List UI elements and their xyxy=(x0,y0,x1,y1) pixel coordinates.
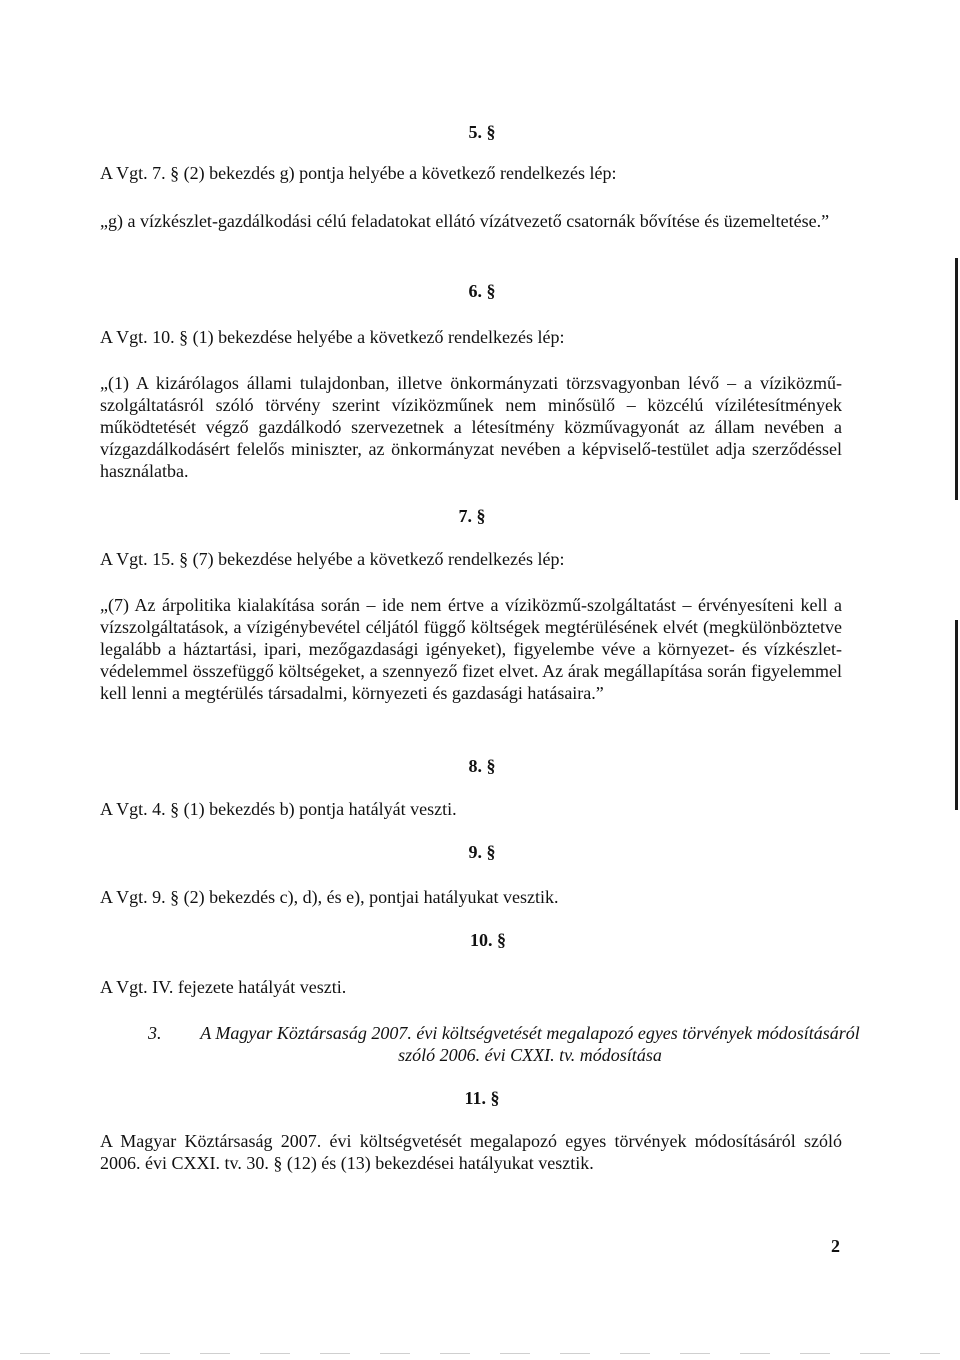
paragraph-intro: A Vgt. 10. § (1) bekezdése helyébe a következő rendelkezés lép: xyxy=(100,327,565,347)
paragraph-quote: „g) a vízkészlet-gazdálkodási célú feladatokat ellátó vízátvezető csatornák bővítése és üzemeltetése.” xyxy=(100,211,830,231)
section-heading-9: 9. § xyxy=(468,842,496,862)
part-number: 3. xyxy=(148,1023,162,1043)
paragraph-text: A Vgt. 4. § (1) bekezdés b) pontja hatályát veszti. xyxy=(100,799,457,819)
section-heading-8: 8. § xyxy=(468,756,496,776)
paragraph-intro: A Vgt. 15. § (7) bekezdése helyébe a következő rendelkezés lép: xyxy=(100,549,565,569)
paragraph-text: A Magyar Köztársaság 2007. évi költségvetését megalapozó egyes törvények módosításáról szóló 2006. évi CXXI. tv. 30. § (12) és (13) bekezdései hatályukat vesztik. xyxy=(100,1131,842,1173)
paragraph-text: A Vgt. 9. § (2) bekezdés c), d), és e), pontjai hatályukat vesztik. xyxy=(100,887,559,907)
section-heading-11: 11. § xyxy=(464,1088,500,1108)
page-number: 2 xyxy=(831,1236,840,1256)
section-heading-10: 10. § xyxy=(470,930,506,950)
scan-edge-line xyxy=(955,258,958,500)
section-heading-6: 6. § xyxy=(468,281,496,301)
paragraph-text: A Vgt. IV. fejezete hatályát veszti. xyxy=(100,977,347,997)
paragraph-quote: „(7) Az árpolitika kialakítása során – ide nem értve a víziközmű-szolgáltatást – érvényesíteni kell a vízszolgáltatások, a vízigénybevétel céljától függő költségek megtérülésének elvét (megkülönböztetve legalább a háztartási, ipari, mezőgazdasági igényeket), figyelembe véve a környezet- és vízkészlet-védelemmel összefüggő költségeket, a szennyező fizet elvet. Az árak megállapítása során figyelemmel kell lenni a megtérülés társadalmi, környezeti és gazdasági hatásaira.” xyxy=(100,595,842,703)
scan-edge-line xyxy=(955,620,958,810)
paragraph-intro: A Vgt. 7. § (2) bekezdés g) pontja helyébe a következő rendelkezés lép: xyxy=(100,163,617,183)
section-heading-5: 5. § xyxy=(468,122,496,142)
paragraph-quote: „(1) A kizárólagos állami tulajdonban, illetve önkormányzati törzsvagyonban lévő – a víziközmű-szolgáltatásról szóló törvény szerint víziközműnek nem minősülő – közcélú vízilétesítmények működtetését végző gazdálkodó szervezetnek a létesítmény közművagyonát az állam nevében a vízgazdálkodásért felelős miniszter, az önkormányzat nevében a képviselő-testület adja szerződéssel használatba. xyxy=(100,373,842,481)
scan-bottom-edge xyxy=(20,1353,940,1354)
part-title: A Magyar Köztársaság 2007. évi költségvetését megalapozó egyes törvények módosításáról szóló 2006. évi CXXI. tv. módosítása xyxy=(200,1023,860,1065)
section-heading-7: 7. § xyxy=(458,506,486,526)
